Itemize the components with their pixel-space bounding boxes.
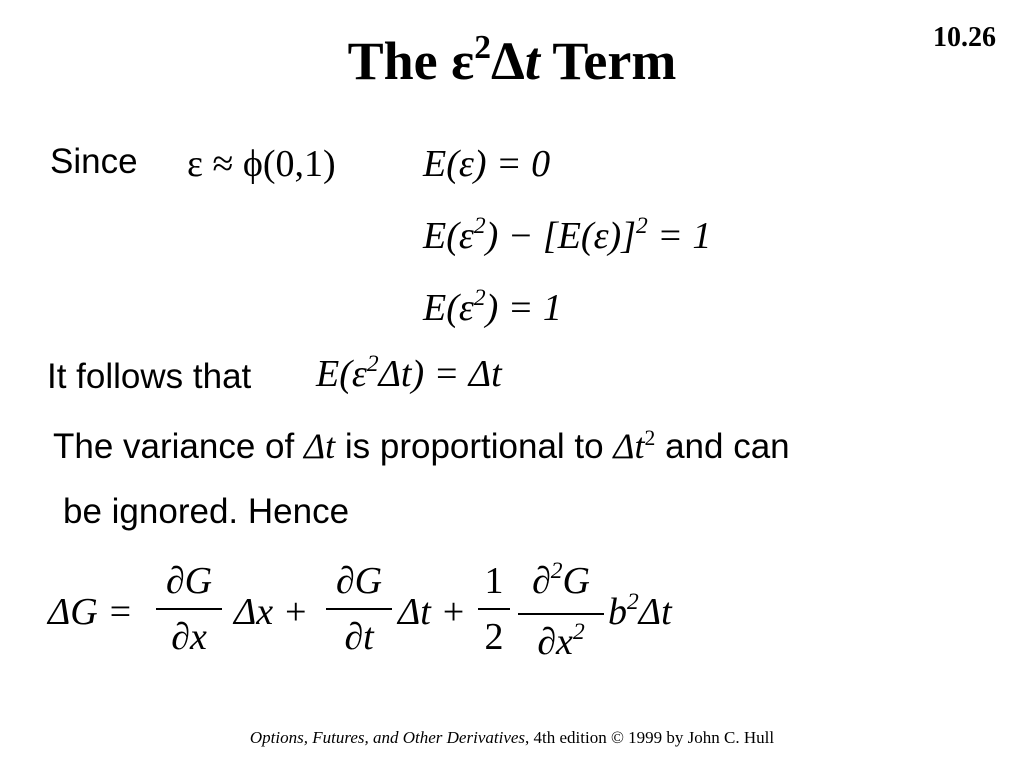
fraction-one-half-denominator: 2 [484,616,504,658]
eq3-superscript: 2 [473,285,486,312]
title-t: t [524,31,540,91]
taylor-expansion-equation [48,560,748,670]
equation-expectation-epsilon: E(ε) = 0 [423,143,551,185]
partial-symbol: ∂ [531,560,551,602]
equation-expectation-epsilon-squared [423,286,562,330]
fraction-dg-dt-denominator: ∂t [344,616,374,658]
term-delta-t: Δt + [398,591,467,633]
fraction-dg-dx [156,560,222,658]
slide-number: 10.26 [933,22,996,53]
denominator-dx: ∂x [537,621,573,663]
term-delta-t-final: Δt [638,591,672,633]
follows-superscript: 2 [366,351,379,378]
since-label: Since [50,142,138,181]
fraction-bar [326,608,392,610]
fraction-dg-dt-numerator: ∂G [335,560,383,602]
variance-superscript: 2 [644,425,656,450]
footer-citation [0,728,1024,748]
fraction-bar [518,613,604,615]
since-expression: ε ≈ ϕ(0,1) [187,143,336,185]
fraction-bar [478,608,510,610]
denominator-superscript: 2 [572,619,585,646]
term-b-superscript: 2 [627,589,639,616]
eq2-superscript-2: 2 [636,213,648,240]
follows-part-b: Δt) = Δt [378,353,502,395]
term-delta-x: Δx + [234,591,309,633]
title-suffix: Term [539,31,677,91]
title-delta: Δ [490,31,525,91]
eq2-superscript-1: 2 [473,213,486,240]
term-b: b [608,591,627,633]
variance-sentence-line-2: be ignored. Hence [63,492,350,531]
fraction-second-derivative [518,560,604,668]
eq3-part-a: E(ε [423,287,474,329]
numerator-g: G [562,560,590,602]
slide-title [0,30,1024,92]
follows-label: It follows that [47,357,252,396]
eq2-part-b: ) − [E(ε)] [485,215,636,257]
variance-text-2: is proportional to [344,427,604,466]
variance-text-3: and can [665,427,790,466]
variance-delta-t-2: Δt [613,426,645,466]
term-b-squared-delta-t [608,590,672,634]
variance-delta-t-1: Δt [303,426,336,466]
footer-book-title: Options, Futures, and Other Derivatives [249,728,526,747]
footer-edition-copyright: , 4th edition © 1999 by John C. Hull [525,728,775,747]
fraction-bar [156,608,222,610]
fraction-one-half [478,560,510,658]
lhs-delta-g: ΔG = [48,591,133,633]
fraction-second-derivative-numerator [518,560,604,607]
equation-variance-epsilon [423,214,711,258]
fraction-dg-dx-numerator: ∂G [165,560,213,602]
fraction-dg-dx-denominator: ∂x [171,616,207,658]
eq2-part-a: E(ε [423,215,474,257]
variance-text-1: The variance of [53,427,295,466]
title-superscript: 2 [474,29,491,67]
title-epsilon: ε [451,31,475,91]
follows-part-a: E(ε [316,353,367,395]
follows-expression [316,352,502,396]
variance-sentence-line-1 [53,425,790,467]
numerator-superscript: 2 [550,558,563,585]
title-prefix: The [347,31,452,91]
eq3-part-b: ) = 1 [485,287,562,329]
fraction-one-half-numerator: 1 [484,560,504,602]
eq2-part-c: = 1 [647,215,712,257]
fraction-dg-dt [326,560,392,658]
fraction-second-derivative-denominator [518,621,604,668]
